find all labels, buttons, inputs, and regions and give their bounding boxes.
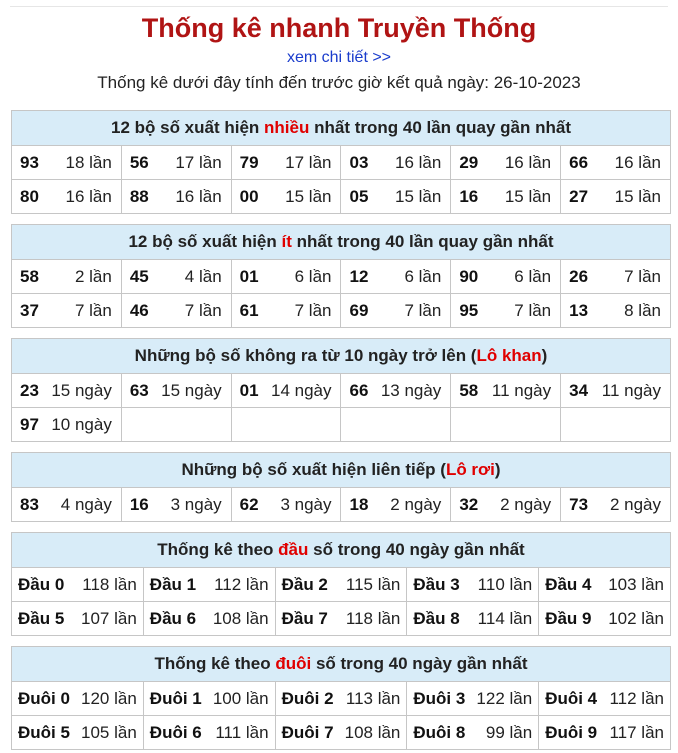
stat-count: 7 lần [404, 300, 442, 320]
stat-count: 7 lần [74, 300, 112, 320]
stat-cell [121, 374, 231, 408]
most-frequent-table [11, 110, 671, 214]
stat-pair [12, 408, 121, 441]
stat-count: 13 ngày [380, 380, 442, 400]
stat-pair [341, 408, 450, 441]
stat-number: Đầu 3 [413, 574, 460, 594]
stat-cell [539, 568, 671, 602]
stat-cell [12, 146, 122, 180]
stat-number: Đuôi 4 [545, 688, 598, 708]
stat-count: 4 lần [184, 266, 222, 286]
stat-count: 2 ngày [500, 494, 552, 514]
stat-pair [276, 716, 407, 749]
stat-pair [561, 408, 670, 441]
table-row [12, 488, 671, 522]
stat-number: 32 [459, 494, 479, 514]
stat-number: 61 [239, 300, 259, 320]
stat-count: 17 lần [285, 152, 332, 172]
stat-count: 2 ngày [609, 494, 661, 514]
table-row [12, 146, 671, 180]
stat-pair [407, 602, 538, 635]
stat-number: 16 [129, 494, 149, 514]
stat-number: 58 [20, 266, 39, 286]
stat-pair [122, 488, 231, 521]
stat-number: 03 [349, 152, 369, 172]
stat-pair [144, 602, 275, 635]
stat-number: 83 [20, 494, 39, 514]
table-row [12, 568, 671, 602]
table-row [12, 602, 671, 636]
stat-count: 11 ngày [601, 380, 661, 400]
absent-numbers-table [11, 338, 671, 442]
stat-count: 15 lần [614, 186, 661, 206]
stat-pair [539, 682, 670, 715]
stat-number: 29 [459, 152, 479, 172]
table-row [12, 294, 671, 328]
stat-cell [121, 260, 231, 294]
stat-count: 7 lần [624, 266, 661, 286]
stat-pair [451, 488, 560, 521]
stat-number: 97 [20, 414, 39, 434]
stat-cell [451, 260, 561, 294]
stat-number: 34 [569, 380, 589, 400]
stat-number: Đầu 7 [281, 608, 328, 628]
stat-count: 6 lần [514, 266, 552, 286]
tail-stats-title: Thống kê theo đuôi số trong 40 ngày gần nhất [12, 647, 671, 682]
stat-pair [451, 374, 560, 407]
stat-cell [12, 294, 122, 328]
stat-number: 88 [129, 186, 149, 206]
stat-cell [341, 488, 451, 522]
stat-pair [451, 146, 560, 179]
stat-count: 110 lần [477, 574, 533, 594]
stat-count: 112 lần [214, 574, 269, 594]
stat-number: Đuôi 7 [281, 722, 334, 742]
stat-number: 93 [20, 152, 39, 172]
stat-cell [451, 146, 561, 180]
stat-cell [275, 682, 407, 716]
stat-pair [561, 374, 670, 407]
stat-number: 01 [239, 266, 259, 286]
stat-pair [341, 294, 450, 327]
stat-cell [275, 568, 407, 602]
table-row [12, 260, 671, 294]
stat-number: 16 [459, 186, 479, 206]
stat-number: Đuôi 0 [18, 688, 70, 708]
stat-pair [451, 260, 560, 293]
stat-pair [341, 374, 450, 407]
stat-count: 2 ngày [390, 494, 442, 514]
stat-count: 108 lần [344, 722, 401, 742]
stat-count: 8 lần [624, 300, 661, 320]
stat-cell [231, 294, 341, 328]
table-row [12, 408, 671, 442]
stat-number: Đầu 8 [413, 608, 460, 628]
stat-cell [561, 146, 671, 180]
stat-pair [122, 146, 231, 179]
stat-number: Đầu 6 [149, 608, 197, 628]
stat-count: 112 lần [609, 688, 664, 708]
table-row [12, 716, 671, 750]
stat-cell [231, 260, 341, 294]
stat-cell [407, 682, 539, 716]
stat-pair [561, 146, 670, 179]
stat-cell [12, 180, 122, 214]
stat-cell [143, 602, 275, 636]
stat-count: 111 lần [215, 722, 269, 742]
stat-cell [121, 180, 231, 214]
stat-pair [122, 408, 231, 441]
stat-count: 15 lần [504, 186, 552, 206]
stat-number: 46 [129, 300, 149, 320]
stat-cell [12, 716, 144, 750]
stat-cell [451, 180, 561, 214]
stat-count: 11 ngày [491, 380, 552, 400]
stat-cell [561, 374, 671, 408]
stat-count: 14 ngày [270, 380, 332, 400]
stat-pair [232, 488, 341, 521]
stat-cell [12, 408, 122, 442]
stat-cell [451, 488, 561, 522]
stat-number: Đầu 0 [18, 574, 65, 594]
stat-pair [12, 260, 121, 293]
page-title: Thống kê nhanh Truyền Thống [141, 13, 537, 43]
stat-pair [12, 568, 143, 601]
stat-count: 15 ngày [161, 380, 222, 400]
stat-pair [122, 180, 231, 213]
stat-number: Đầu 4 [545, 574, 592, 594]
stat-count: 7 lần [514, 300, 552, 320]
stat-pair [12, 716, 143, 749]
absent-numbers-title: Những bộ số không ra từ 10 ngày trở lên (Lô khan) [12, 339, 671, 374]
detail-link[interactable]: xem chi tiết >> [286, 49, 392, 66]
stat-count: 122 lần [476, 688, 533, 708]
stat-number: 12 [349, 266, 369, 286]
stat-number: Đuôi 6 [149, 722, 202, 742]
stat-count: 102 lần [608, 608, 664, 628]
stat-number: Đầu 9 [545, 608, 592, 628]
stat-cell [12, 260, 122, 294]
stat-cell [12, 488, 122, 522]
stat-number: 05 [349, 186, 369, 206]
stat-number: 58 [459, 380, 479, 400]
stat-pair [122, 374, 231, 407]
stat-count: 6 lần [404, 266, 442, 286]
stat-pair [144, 716, 275, 749]
stat-count: 100 lần [212, 688, 269, 708]
stat-number: 95 [459, 300, 479, 320]
stat-count: 3 ngày [170, 494, 222, 514]
stat-cell [275, 716, 407, 750]
least-frequent-title: 12 bộ số xuất hiện ít nhất trong 40 lần quay gần nhất [12, 225, 671, 260]
intro-text: Thống kê dưới đây tính đến trước giờ kết quả ngày: 26-10-2023 [97, 73, 581, 92]
stat-number: Đuôi 9 [545, 722, 598, 742]
head-stats-table [11, 532, 671, 636]
stat-count: 16 lần [614, 152, 661, 172]
table-row [12, 374, 671, 408]
stat-cell [12, 682, 144, 716]
stat-count: 18 lần [65, 152, 112, 172]
stat-count: 114 lần [477, 608, 533, 628]
stat-number: 73 [569, 494, 589, 514]
stat-cell [451, 408, 561, 442]
stat-pair [232, 294, 341, 327]
stat-number: 13 [569, 300, 589, 320]
stat-cell [451, 374, 561, 408]
stat-cell [407, 568, 539, 602]
stat-cell [539, 716, 671, 750]
stat-count: 15 ngày [51, 380, 112, 400]
stat-cell [275, 602, 407, 636]
stat-count: 118 lần [345, 608, 401, 628]
stat-pair [12, 488, 121, 521]
consecutive-numbers-title: Những bộ số xuất hiện liên tiếp (Lô rơi) [12, 453, 671, 488]
stat-pair [144, 568, 275, 601]
stat-count: 16 lần [175, 186, 222, 206]
stat-number: Đầu 5 [18, 608, 65, 628]
stat-number: 63 [129, 380, 149, 400]
stat-cell [143, 716, 275, 750]
stat-cell [561, 180, 671, 214]
stat-number: 79 [239, 152, 259, 172]
stat-pair [12, 294, 121, 327]
stat-pair [341, 180, 450, 213]
stat-pair [144, 682, 275, 715]
stat-pair [561, 294, 670, 327]
stat-cell [451, 294, 561, 328]
stat-pair [561, 260, 670, 293]
stat-number: 66 [569, 152, 589, 172]
stat-number: Đuôi 5 [18, 722, 70, 742]
stat-count: 6 lần [294, 266, 332, 286]
stat-cell [539, 682, 671, 716]
stat-pair [407, 716, 538, 749]
stat-cell [341, 146, 451, 180]
stat-number: 80 [20, 186, 39, 206]
stat-cell [561, 260, 671, 294]
top-divider [10, 6, 668, 7]
stat-count: 105 lần [81, 722, 137, 742]
stat-pair [451, 408, 560, 441]
stat-cell [341, 408, 451, 442]
stat-cell [143, 568, 275, 602]
stat-number: 26 [569, 266, 589, 286]
stat-pair [561, 180, 670, 213]
stat-pair [407, 568, 538, 601]
stat-pair [12, 146, 121, 179]
stat-number: 69 [349, 300, 369, 320]
stat-count: 115 lần [345, 574, 401, 594]
stat-pair [232, 374, 341, 407]
stat-count: 117 lần [609, 722, 664, 742]
stat-pair [232, 180, 341, 213]
stat-count: 16 lần [65, 186, 112, 206]
stat-count: 99 lần [485, 722, 533, 742]
stat-cell [561, 408, 671, 442]
stat-pair [276, 602, 407, 635]
stat-cell [12, 602, 144, 636]
stat-cell [231, 408, 341, 442]
stat-count: 15 lần [285, 186, 332, 206]
stat-number: Đuôi 1 [149, 688, 202, 708]
stat-cell [341, 180, 451, 214]
stat-number: 66 [349, 380, 369, 400]
stat-cell [341, 294, 451, 328]
stat-cell [231, 146, 341, 180]
stat-count: 7 lần [294, 300, 332, 320]
stat-cell [231, 180, 341, 214]
table-row [12, 682, 671, 716]
stat-pair [12, 180, 121, 213]
stat-pair [341, 488, 450, 521]
stat-pair [122, 260, 231, 293]
stat-pair [341, 146, 450, 179]
stat-cell [561, 294, 671, 328]
stat-cell [12, 374, 122, 408]
stat-count: 118 lần [82, 574, 137, 594]
stat-count: 120 lần [81, 688, 137, 708]
stat-pair [451, 180, 560, 213]
stat-cell [539, 602, 671, 636]
stat-count: 10 ngày [51, 414, 112, 434]
stat-count: 16 lần [504, 152, 552, 172]
stat-number: 90 [459, 266, 479, 286]
stat-cell [121, 294, 231, 328]
stat-pair [232, 146, 341, 179]
stat-number: 00 [239, 186, 259, 206]
stat-pair [232, 260, 341, 293]
stat-pair [539, 716, 670, 749]
stat-cell [561, 488, 671, 522]
stat-cell [407, 716, 539, 750]
stat-number: Đầu 1 [149, 574, 197, 594]
stat-pair [539, 602, 670, 635]
tail-stats-table [11, 646, 671, 750]
table-row [12, 180, 671, 214]
stat-cell [121, 146, 231, 180]
stat-number: Đuôi 8 [413, 722, 466, 742]
stat-pair [122, 294, 231, 327]
stat-pair [12, 374, 121, 407]
stat-number: Đầu 2 [281, 574, 328, 594]
stat-number: 01 [239, 380, 259, 400]
stat-count: 16 lần [394, 152, 442, 172]
head-stats-title: Thống kê theo đầu số trong 40 ngày gần nhất [12, 533, 671, 568]
stat-count: 3 ngày [280, 494, 332, 514]
stat-number: 45 [129, 266, 149, 286]
stat-cell [341, 260, 451, 294]
stat-pair [539, 568, 670, 601]
stat-cell [407, 602, 539, 636]
consecutive-numbers-table [11, 452, 671, 522]
stat-count: 2 lần [74, 266, 112, 286]
stat-number: 18 [349, 494, 369, 514]
stat-pair [276, 682, 407, 715]
stat-pair [12, 682, 143, 715]
stat-number: Đuôi 3 [413, 688, 466, 708]
least-frequent-table [11, 224, 671, 328]
stat-number: 56 [129, 152, 149, 172]
stat-cell [121, 408, 231, 442]
stat-number: 23 [20, 380, 39, 400]
stat-pair [232, 408, 341, 441]
stat-cell [231, 488, 341, 522]
stat-number: 62 [239, 494, 259, 514]
stat-count: 7 lần [184, 300, 222, 320]
stat-pair [276, 568, 407, 601]
most-frequent-title: 12 bộ số xuất hiện nhiều nhất trong 40 lần quay gần nhất [12, 111, 671, 146]
stat-cell [143, 682, 275, 716]
stat-cell [12, 568, 144, 602]
stat-cell [231, 374, 341, 408]
stat-number: Đuôi 2 [281, 688, 334, 708]
stat-count: 17 lần [175, 152, 222, 172]
stat-count: 107 lần [81, 608, 137, 628]
stat-pair [451, 294, 560, 327]
stat-count: 15 lần [394, 186, 442, 206]
stat-count: 103 lần [608, 574, 664, 594]
stat-number: 27 [569, 186, 589, 206]
stat-count: 4 ngày [60, 494, 112, 514]
stat-pair [12, 602, 143, 635]
stat-pair [561, 488, 670, 521]
stat-count: 113 lần [345, 688, 401, 708]
stat-cell [341, 374, 451, 408]
stat-pair [407, 682, 538, 715]
stat-number: 37 [20, 300, 39, 320]
stat-cell [121, 488, 231, 522]
stat-count: 108 lần [212, 608, 269, 628]
stat-pair [341, 260, 450, 293]
